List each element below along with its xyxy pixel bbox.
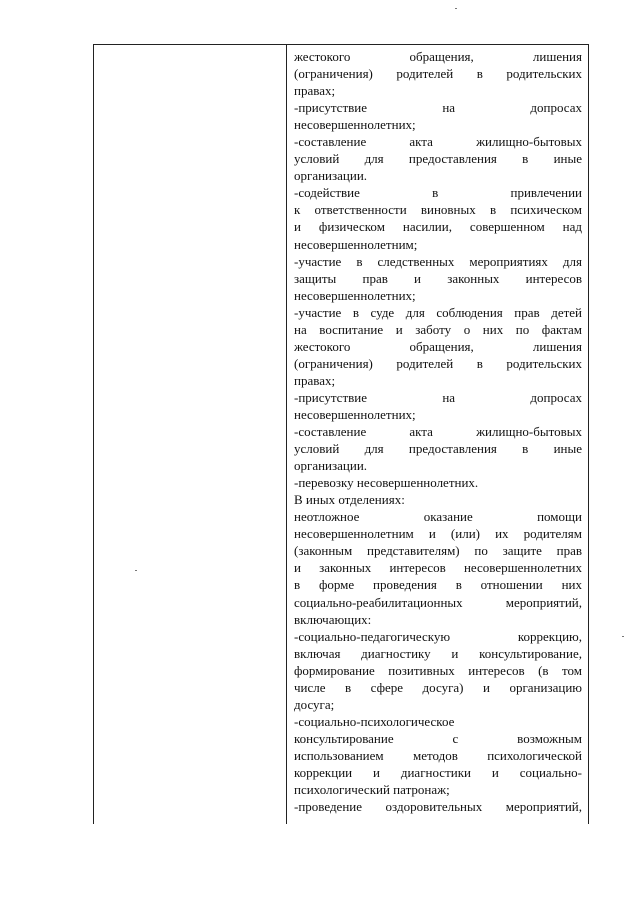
text-line: правах;	[294, 83, 336, 99]
text-line: неотложное оказание помощи	[294, 509, 582, 525]
text-line: условий для предоставления в иные	[294, 151, 582, 167]
text-line: (ограничения) родителей в родительских	[294, 355, 582, 371]
text-line: на воспитание и заботу о них по фактам	[294, 321, 582, 337]
document-table	[93, 44, 589, 824]
text-line: защиты прав и законных интересов	[294, 270, 582, 286]
text-line: жестокого обращения, лишения	[294, 49, 582, 64]
text-line: несовершеннолетних;	[294, 406, 416, 422]
text-line: несовершеннолетних;	[294, 287, 416, 303]
text-line: В иных отделениях:	[294, 492, 405, 508]
text-line: -социально-психологическое	[294, 713, 455, 729]
text-line: правах;	[294, 372, 336, 388]
text-line: к ответственности виновных в психическом	[294, 202, 582, 218]
text-line: -социально-педагогическую коррекцию,	[294, 628, 582, 644]
text-line: психологический патронаж;	[294, 782, 450, 798]
text-line: (законным представителям) по защите прав	[294, 543, 582, 559]
text-line: несовершеннолетним;	[294, 236, 418, 252]
text-line: в форме проведения в отношении них	[294, 577, 582, 593]
text-line: использованием методов психологической	[294, 747, 582, 763]
table-right-column	[294, 48, 582, 827]
scan-speck	[622, 636, 624, 637]
table-left-column	[94, 45, 287, 824]
text-line: формирование позитивных интересов (в том	[294, 662, 582, 678]
text-line: включающих:	[294, 611, 372, 627]
text-line: включая диагностику и консультирование,	[294, 645, 582, 661]
text-line: -проведение оздоровительных мероприятий,	[294, 799, 582, 815]
text-line: -присутствие на допросах	[294, 389, 582, 405]
text-line: досуга;	[294, 696, 335, 712]
text-line: и физическом насилии, совершенном над	[294, 219, 582, 235]
text-line: организации.	[294, 168, 368, 184]
text-line: несовершеннолетним и (или) их родителям	[294, 526, 582, 542]
text-line: -участие в суде для соблюдения прав детей	[294, 304, 582, 320]
scan-speck	[455, 8, 457, 9]
text-line: -присутствие на допросах	[294, 100, 582, 116]
text-line: несовершеннолетних;	[294, 117, 416, 133]
text-line: организации.	[294, 458, 368, 474]
text-line: -перевозку несовершеннолетних.	[294, 475, 479, 491]
text-line: -участие в следственных мероприятиях для	[294, 253, 582, 269]
text-line: консультирование с возможным	[294, 730, 582, 746]
text-line: числе в сфере досуга) и организацию	[294, 679, 582, 695]
text-line: условий для предоставления в иные	[294, 441, 582, 457]
text-line: и законных интересов несовершеннолетних	[294, 560, 582, 576]
text-line: коррекции и диагностики и социально-	[294, 764, 582, 780]
text-line: жестокого обращения, лишения	[294, 338, 582, 354]
text-line: -составление акта жилищно-бытовых	[294, 424, 582, 440]
text-line: социально-реабилитационных мероприятий,	[294, 594, 582, 610]
text-line: -содействие в привлечении	[294, 185, 582, 201]
text-line: (ограничения) родителей в родительских	[294, 66, 582, 82]
text-line: -составление акта жилищно-бытовых	[294, 134, 582, 150]
